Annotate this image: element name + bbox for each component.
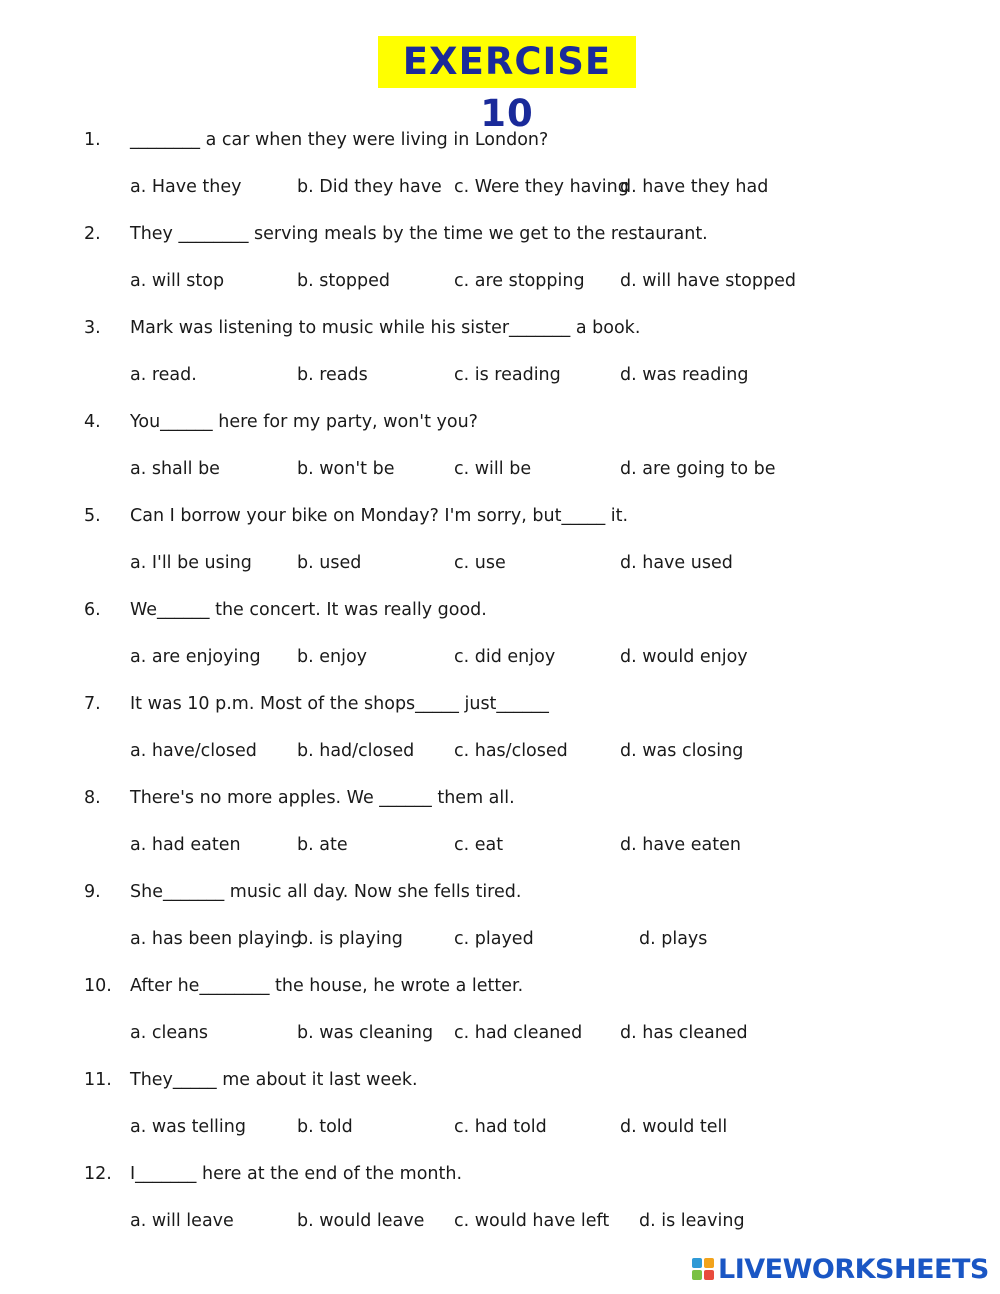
question-text: After he________ the house, he wrote a letter. — [130, 976, 524, 996]
answer-option-a[interactable]: a. I'll be using — [130, 553, 252, 573]
answer-option-d[interactable]: d. will have stopped — [620, 271, 796, 291]
answer-option-b[interactable]: b. would leave — [297, 1211, 425, 1231]
question-text: We______ the concert. It was really good. — [130, 600, 487, 620]
brand-logo — [692, 1254, 992, 1286]
answer-option-c[interactable]: c. had told — [454, 1117, 547, 1137]
answer-option-a[interactable]: a. shall be — [130, 459, 220, 479]
question-text: You______ here for my party, won't you? — [130, 412, 478, 432]
answer-option-b[interactable]: b. enjoy — [297, 647, 368, 667]
answer-option-c[interactable]: c. played — [454, 929, 534, 949]
answer-option-a[interactable]: a. cleans — [130, 1023, 209, 1043]
answer-option-c[interactable]: c. use — [454, 553, 506, 573]
question-number: 10. — [84, 976, 112, 996]
page-title: EXERCISE 10 — [378, 36, 636, 88]
question-item — [0, 410, 1000, 504]
question-text: ________ a car when they were living in London? — [130, 130, 549, 150]
answer-option-a[interactable]: a. has been playing — [130, 929, 302, 949]
question-item — [0, 128, 1000, 222]
question-number: 9. — [84, 882, 101, 902]
answer-option-b[interactable]: b. had/closed — [297, 741, 415, 761]
answer-option-a[interactable]: a. had eaten — [130, 835, 241, 855]
question-item — [0, 1068, 1000, 1162]
question-item — [0, 598, 1000, 692]
answer-option-a[interactable]: a. read. — [130, 365, 197, 385]
answer-option-c[interactable]: c. Were they having — [454, 177, 629, 197]
answer-option-b[interactable]: b. used — [297, 553, 362, 573]
question-item — [0, 974, 1000, 1068]
answer-option-d[interactable]: d. is leaving — [639, 1211, 745, 1231]
answer-option-b[interactable]: b. reads — [297, 365, 368, 385]
answer-option-c[interactable]: c. are stopping — [454, 271, 585, 291]
question-number: 12. — [84, 1164, 112, 1184]
question-text: They ________ serving meals by the time we get to the restaurant. — [130, 224, 708, 244]
answer-option-d[interactable]: d. have they had — [620, 177, 769, 197]
question-number: 11. — [84, 1070, 112, 1090]
answer-option-c[interactable]: c. is reading — [454, 365, 561, 385]
question-text: They_____ me about it last week. — [130, 1070, 418, 1090]
answer-option-a[interactable]: a. will leave — [130, 1211, 234, 1231]
answer-option-a[interactable]: a. was telling — [130, 1117, 246, 1137]
answer-option-b[interactable]: b. ate — [297, 835, 348, 855]
question-text: Can I borrow your bike on Monday? I'm sorry, but_____ it. — [130, 506, 629, 526]
answer-option-d[interactable]: d. have eaten — [620, 835, 741, 855]
answer-option-d[interactable]: d. has cleaned — [620, 1023, 748, 1043]
question-number: 8. — [84, 788, 101, 808]
answer-option-b[interactable]: b. was cleaning — [297, 1023, 434, 1043]
question-number: 5. — [84, 506, 101, 526]
answer-option-b[interactable]: b. is playing — [297, 929, 403, 949]
answer-option-d[interactable]: d. have used — [620, 553, 733, 573]
question-item — [0, 222, 1000, 316]
question-item — [0, 1162, 1000, 1256]
question-number: 3. — [84, 318, 101, 338]
answer-option-a[interactable]: a. will stop — [130, 271, 225, 291]
answer-option-a[interactable]: a. have/closed — [130, 741, 257, 761]
question-text: It was 10 p.m. Most of the shops_____ just______ — [130, 694, 549, 714]
question-text: There's no more apples. We ______ them all. — [130, 788, 515, 808]
answer-option-d[interactable]: d. would enjoy — [620, 647, 748, 667]
answer-option-c[interactable]: c. eat — [454, 835, 504, 855]
question-text: I_______ here at the end of the month. — [130, 1164, 463, 1184]
question-item — [0, 692, 1000, 786]
answer-option-b[interactable]: b. Did they have — [297, 177, 442, 197]
answer-option-d[interactable]: d. was reading — [620, 365, 749, 385]
answer-option-b[interactable]: b. won't be — [297, 459, 395, 479]
question-number: 7. — [84, 694, 101, 714]
answer-option-b[interactable]: b. told — [297, 1117, 353, 1137]
question-number: 1. — [84, 130, 101, 150]
answer-option-d[interactable]: d. are going to be — [620, 459, 776, 479]
question-item — [0, 316, 1000, 410]
answer-option-c[interactable]: c. would have left — [454, 1211, 610, 1231]
answer-option-d[interactable]: d. would tell — [620, 1117, 728, 1137]
question-item — [0, 504, 1000, 598]
answer-option-c[interactable]: c. will be — [454, 459, 532, 479]
question-text: Mark was listening to music while his sister_______ a book. — [130, 318, 641, 338]
answer-option-d[interactable]: d. was closing — [620, 741, 744, 761]
answer-option-b[interactable]: b. stopped — [297, 271, 391, 291]
answer-option-c[interactable]: c. has/closed — [454, 741, 568, 761]
question-item — [0, 786, 1000, 880]
answer-option-c[interactable]: c. did enjoy — [454, 647, 556, 667]
question-item — [0, 880, 1000, 974]
question-text: She_______ music all day. Now she fells tired. — [130, 882, 522, 902]
question-number: 2. — [84, 224, 101, 244]
answer-option-c[interactable]: c. had cleaned — [454, 1023, 583, 1043]
question-number: 6. — [84, 600, 101, 620]
brand-name: LIVEWORKSHEETS — [718, 1254, 989, 1285]
question-number: 4. — [84, 412, 101, 432]
liveworksheets-logo-icon — [692, 1258, 714, 1280]
answer-option-a[interactable]: a. are enjoying — [130, 647, 261, 667]
answer-option-a[interactable]: a. Have they — [130, 177, 242, 197]
answer-option-d[interactable]: d. plays — [639, 929, 708, 949]
